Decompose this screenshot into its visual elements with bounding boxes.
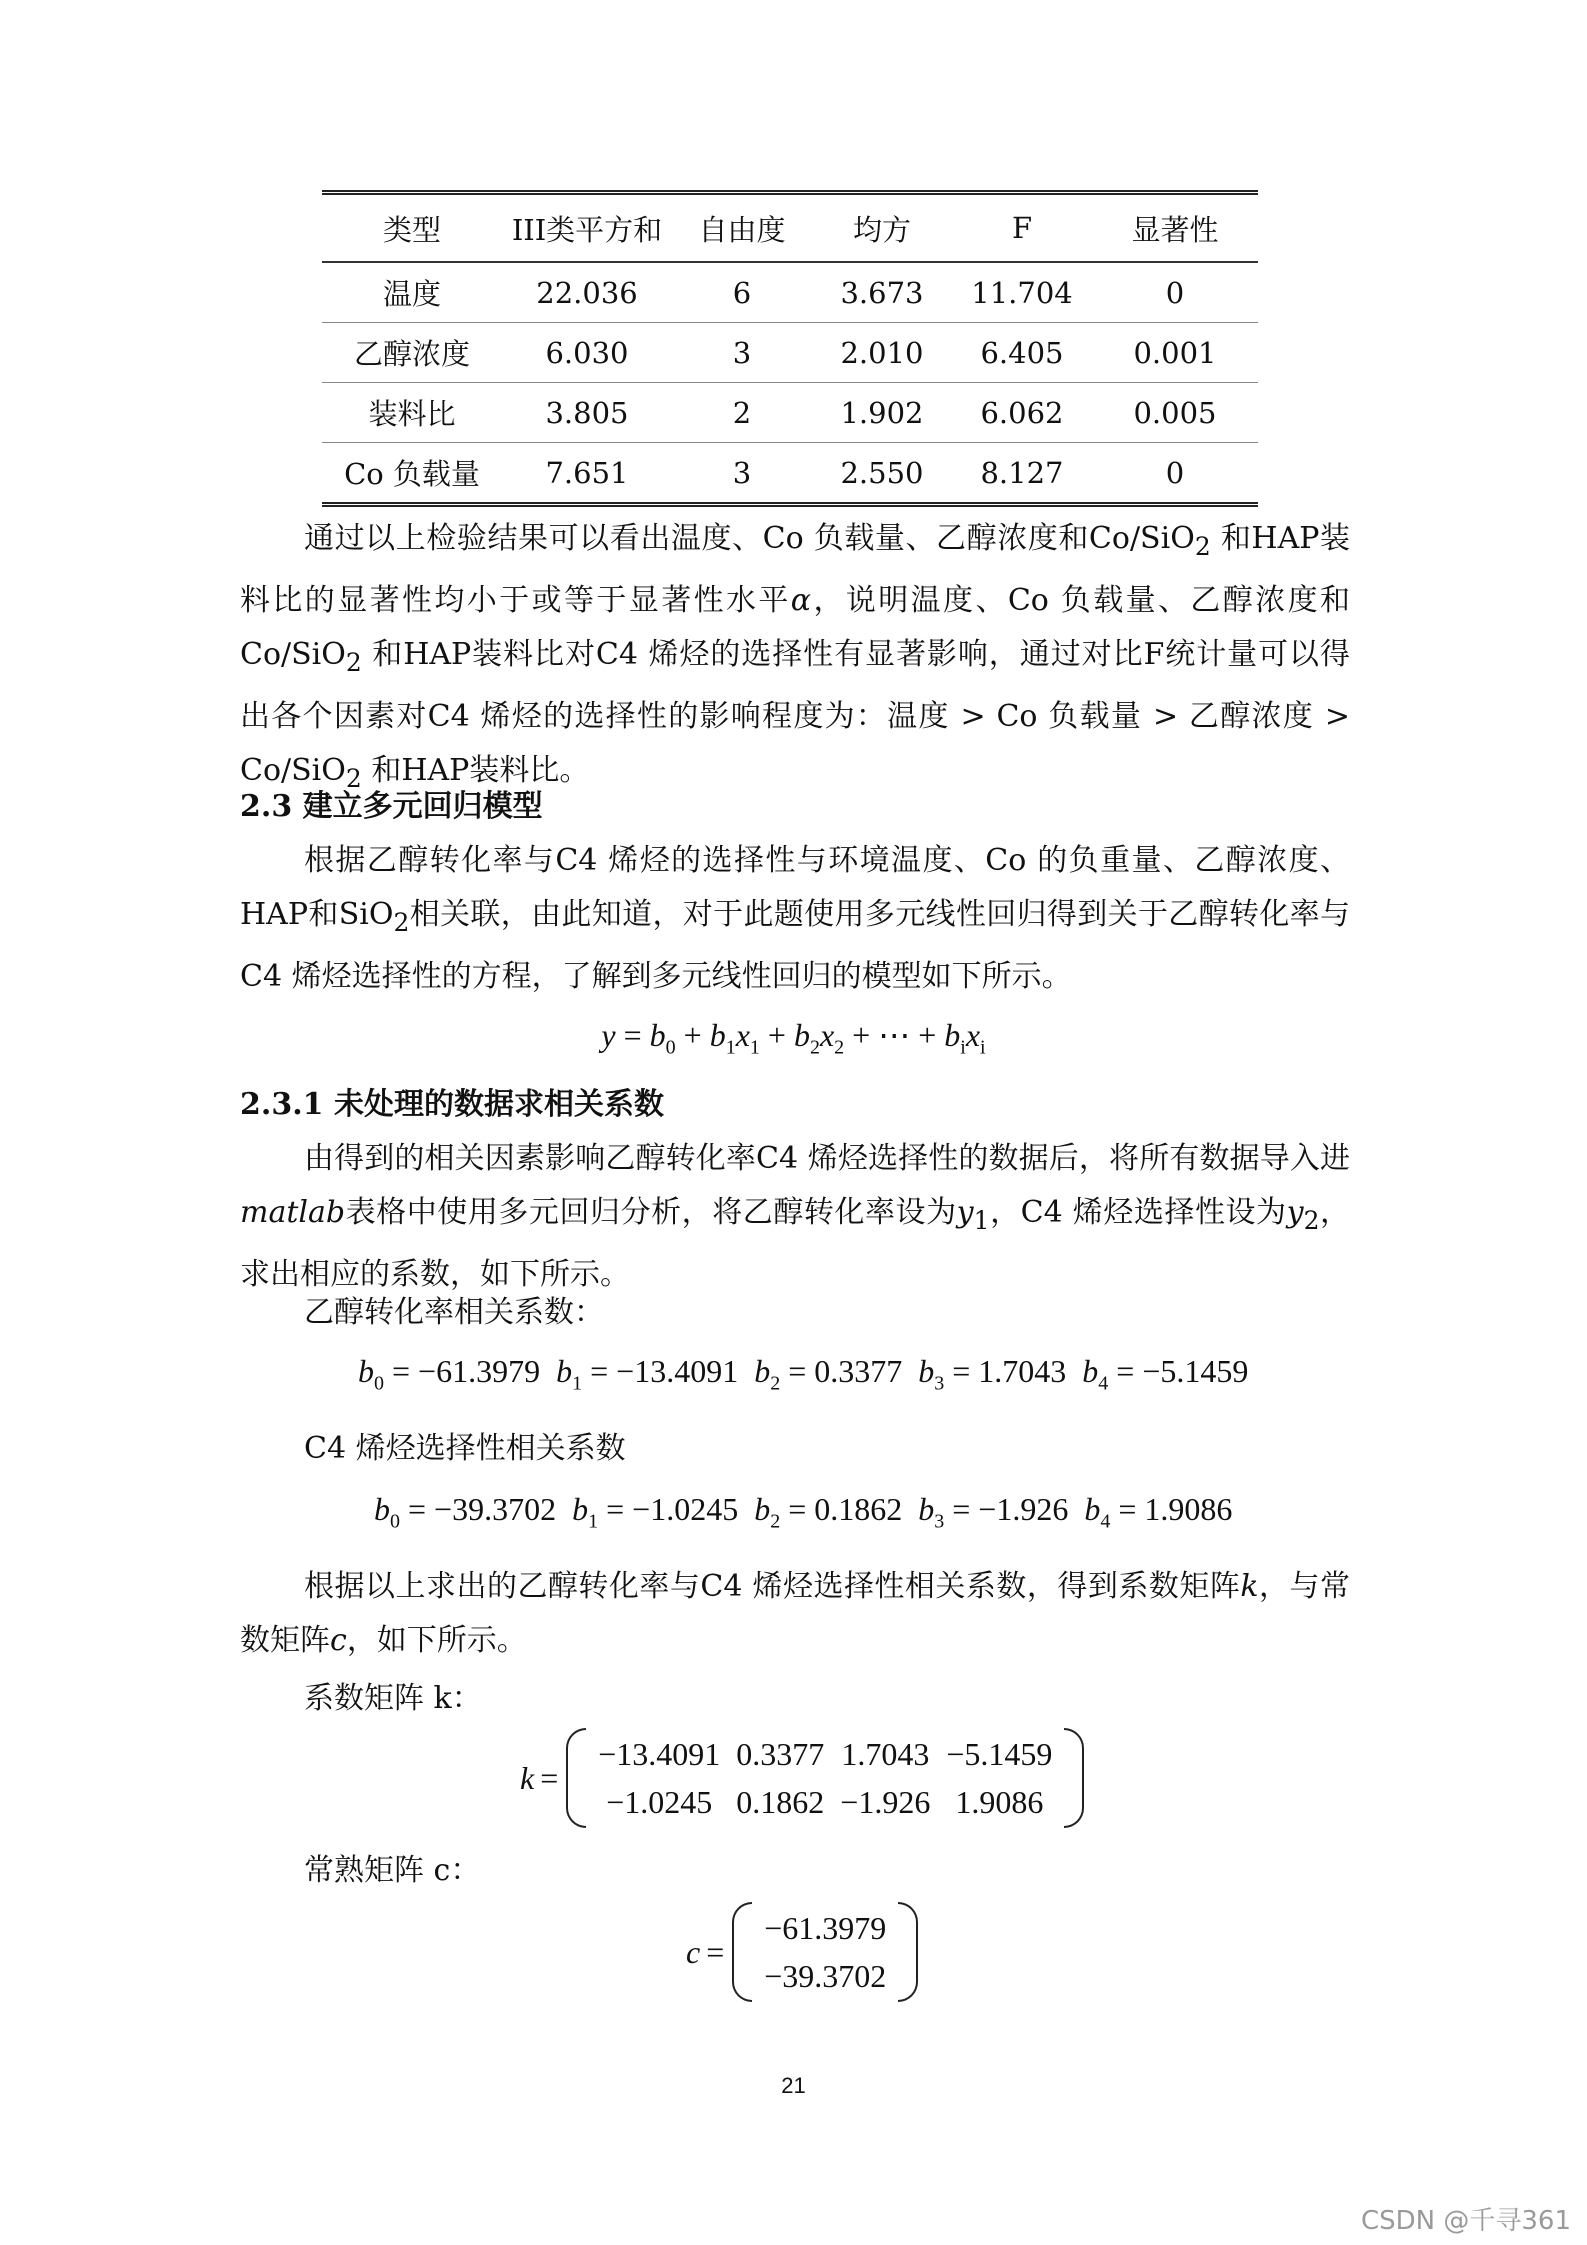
matrix-c-grid [752, 1904, 898, 2000]
c4-coef-label: C4 烯烃选择性相关系数 [304, 1431, 626, 1466]
table-cell: 3.673 [840, 275, 924, 310]
anova-table [322, 190, 1258, 507]
table-cell: 22.036 [536, 275, 638, 310]
table-cell: 11.704 [971, 275, 1073, 310]
right-paren [1064, 1728, 1084, 1828]
page-number: 21 [781, 2073, 806, 2098]
table-cell: 6.062 [980, 395, 1064, 430]
matrix-cell: 0.1862 [736, 1784, 825, 1820]
matrix-cell: −61.3979 [764, 1910, 887, 1946]
matrix-c-symbol: c [686, 1933, 701, 1970]
table-cell: 3 [732, 335, 752, 370]
ethanol-coef-label: 乙醇转化率相关系数： [304, 1295, 604, 1330]
table-cell: 6.405 [980, 335, 1064, 370]
coefficient-matrix-k [520, 1728, 1084, 1828]
matrix-cell: −39.3702 [764, 1958, 887, 1994]
table-cell: 6.030 [545, 335, 629, 370]
table-cell: 装料比 [368, 397, 456, 431]
table-cell: 1.902 [840, 395, 924, 430]
regression-model-formula: $y = b_0 + b_1x_1 + b_2x_2$ + ⋯ + $b_ix_i$ [601, 1017, 986, 1059]
paragraph-significance-conclusion: 通过以上检验结果可以看出温度、Co 负载量、乙醇浓度和Co/SiO$_2$ 和HAP装料比的显著性均小于或等于显著性水平α，说明温度、Co 负载量、乙醇浓度和Co/SiO$_2$ 和HAP装料比对C4 烯烃的选择性有显著影响，通过对比F统计量可以得出各个因素对C4 烯烃的选择性的影响程度为：温度 > Co 负载量 > 乙醇浓度 > Co/SiO$_2$ 和HAP装料比。 [240, 521, 1351, 793]
header-significance: 显著性 [1131, 212, 1219, 247]
table-row [322, 262, 1258, 323]
left-paren [566, 1728, 586, 1828]
matrix-k-symbol: k [520, 1759, 535, 1796]
table-cell: 3.805 [545, 395, 629, 430]
table-cell: Co 负载量 [344, 457, 480, 491]
matrix-cell: −13.4091 [598, 1736, 721, 1772]
table-cell: 8.127 [980, 455, 1064, 490]
matrix-cell: 1.9086 [955, 1784, 1044, 1820]
right-paren [898, 1902, 918, 2002]
header-f: F [1011, 211, 1033, 245]
ethanol-coefficients: $b_0 = -61.3979$ $b_1 = -13.4091$ $b_2 = 0.3377$ $b_3 = 1.7043$ $b_4 = -5.1459$ [358, 1353, 1249, 1395]
paragraph-regression-intro: 根据乙醇转化率与C4 烯烃的选择性与环境温度、Co 的负重量、乙醇浓度、HAP和SiO$_2$相关联，由此知道，对于此题使用多元线性回归得到关于乙醇转化率与C4 烯烃选择性的方程，了解到多元线性回归的模型如下所示。 [240, 843, 1350, 994]
paragraph-matrix-intro: 根据以上求出的乙醇转化率与C4 烯烃选择性相关系数，得到系数矩阵k，与常数矩阵c，如下所示。 [240, 1569, 1351, 1658]
table-cell: 2.550 [840, 455, 924, 490]
table-cell: 2.010 [840, 335, 924, 370]
table-row [322, 443, 1258, 505]
section-heading-2-3: 2.3 建立多元回归模型 [240, 789, 543, 824]
table-header-row [322, 193, 1258, 263]
header-sum-of-squares: III类平方和 [511, 212, 663, 247]
matrix-cell: −1.926 [840, 1784, 931, 1820]
matrix-cell: −5.1459 [946, 1736, 1053, 1772]
c4-coefficients: $b_0 = -39.3702$ $b_1 = -1.0245$ $b_2 = 0.1862$ $b_3 = -1.926$ $b_4 = 1.9086$ [374, 1491, 1233, 1533]
paragraph-data-processing: 由得到的相关因素影响乙醇转化率C4 烯烃选择性的数据后，将所有数据导入进matlab表格中使用多元回归分析，将乙醇转化率设为$y_1$，C4 烯烃选择性设为$y_2$，求出相应的系数，如下所示。 [240, 1141, 1351, 1292]
table-cell: 0 [1165, 455, 1185, 490]
matrix-k-label: 系数矩阵 k： [304, 1681, 482, 1716]
table-cell: 0 [1165, 275, 1185, 310]
table-cell: 7.651 [545, 455, 629, 490]
section-heading-2-3-1: 2.3.1 未处理的数据求相关系数 [240, 1087, 664, 1122]
table-cell: 乙醇浓度 [353, 337, 470, 371]
csdn-watermark: CSDN @千寻361 [1360, 2206, 1571, 2236]
header-mean-square: 均方 [852, 212, 911, 247]
table-cell: 温度 [382, 277, 441, 311]
table-cell: 0.001 [1133, 335, 1217, 370]
matrix-k-grid [586, 1730, 1064, 1826]
matrix-c-label: 常熟矩阵 c： [304, 1853, 481, 1888]
matrix-cell: 1.7043 [841, 1736, 930, 1772]
header-type: 类型 [382, 212, 441, 247]
matrix-cell: −1.0245 [606, 1784, 713, 1820]
table-cell: 3 [732, 455, 752, 490]
left-paren [732, 1902, 752, 2002]
table-cell: 2 [732, 395, 752, 430]
matrix-cell: 0.3377 [736, 1736, 825, 1772]
header-df: 自由度 [698, 212, 786, 247]
matrix-k-equals: = [540, 1759, 559, 1796]
table-row [322, 323, 1258, 383]
table-cell: 6 [732, 275, 752, 310]
matrix-c-equals: = [706, 1933, 725, 1970]
table-row [322, 383, 1258, 443]
table-cell: 0.005 [1133, 395, 1217, 430]
constant-matrix-c [686, 1902, 918, 2002]
